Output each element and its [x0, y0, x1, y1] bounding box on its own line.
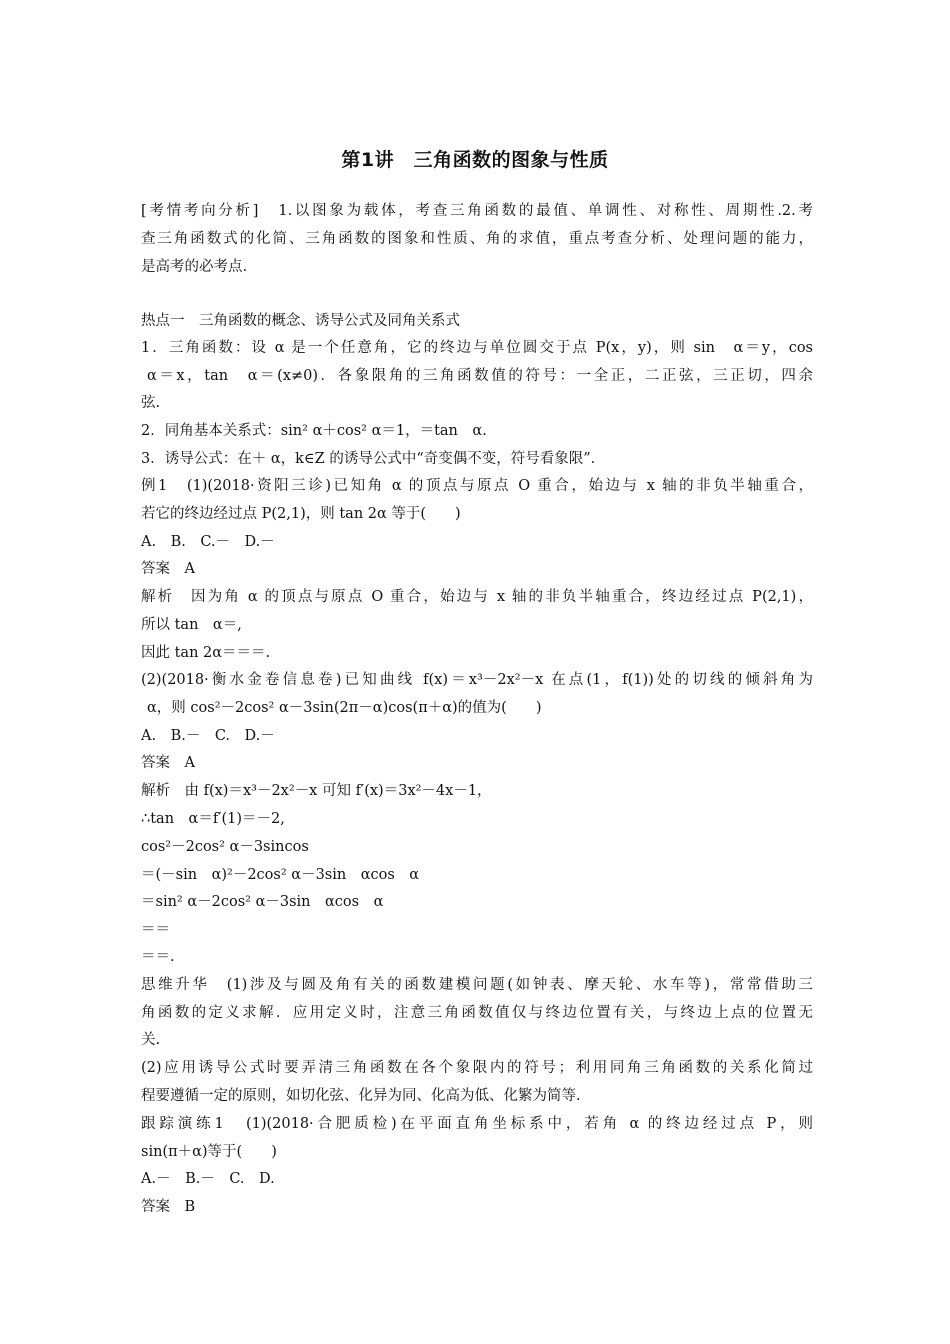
example-2-choices: A. B.－ C. D.－ [141, 728, 275, 744]
example-1-line-1: 例1 (1)(2018·资阳三诊)已知角 α 的顶点与原点 O 重合，始边与 x 轴的非负半轴重合， [141, 478, 813, 494]
example-2-line-1: (2)(2018·衡水金卷信息卷)已知曲线 f(x)＝x³－2x²－x 在点(1，f(1))处的切线的倾斜角为 [141, 672, 813, 688]
intro-line-3: 是高考的必考点. [141, 259, 248, 275]
concept-line-1: 1．三角函数：设 α 是一个任意角，它的终边与单位圆交于点 P(x，y)，则 sin α＝y，cos [141, 340, 813, 356]
example-1-analysis-1: 解析 因为角 α 的顶点与原点 O 重合，始边与 x 轴的非负半轴重合，终边经过点 P(2,1)， [141, 589, 813, 605]
section-heading: 热点一 三角函数的概念、诱导公式及同角关系式 [141, 313, 460, 329]
example-2-analysis-6: ＝＝ [141, 922, 170, 938]
practice-1-answer: 答案 B [141, 1199, 196, 1215]
example-2-analysis-2: ∴tan α＝f′(1)＝－2, [141, 811, 285, 827]
identity-line: 2．同角基本关系式：sin² α＋cos² α＝1，＝tan α. [141, 423, 487, 439]
summary-line-5: 程要遵循一定的原则，如切化弦、化异为同、化高为低、化繁为简等. [141, 1088, 581, 1104]
concept-line-3: 弦. [141, 395, 161, 411]
example-2-analysis-4: ＝(－sin α)²－2cos² α－3sin αcos α [141, 867, 420, 883]
example-1-line-2: 若它的终边经过点 P(2,1)，则 tan 2α 等于( ) [141, 506, 461, 522]
example-2-analysis-5: ＝sin² α－2cos² α－3sin αcos α [141, 894, 384, 910]
example-1-answer: 答案 A [141, 561, 195, 577]
summary-line-2: 角函数的定义求解．应用定义时，注意三角函数值仅与终边位置有关，与终边上点的位置无 [141, 1005, 813, 1021]
summary-line-1: 思维升华 (1)涉及与圆及角有关的函数建模问题(如钟表、摩天轮、水车等)，常常借助三 [141, 977, 813, 993]
intro-line-1: [考情考向分析] 1.以图象为载体，考查三角函数的最值、单调性、对称性、周期性.2.考 [141, 203, 813, 219]
example-2-answer: 答案 A [141, 755, 195, 771]
example-2-analysis-3: cos²－2cos² α－3sincos [141, 839, 309, 855]
intro-line-2: 查三角函数式的化简、三角函数的图象和性质、角的求值，重点考查分析、处理问题的能力， [141, 231, 813, 247]
example-2-analysis-1: 解析 由 f(x)＝x³－2x²－x 可知 f′(x)＝3x²－4x－1， [141, 783, 492, 799]
example-1-choices: A. B. C.－ D.－ [141, 534, 275, 550]
practice-1-choices: A.－ B.－ C. D. [141, 1171, 275, 1187]
example-2-line-2: α，则 cos²－2cos² α－3sin(2π－α)cos(π＋α)的值为( ) [147, 700, 542, 716]
example-1-analysis-2: 所以 tan α＝, [141, 617, 242, 633]
practice-1-line-1: 跟踪演练1 (1)(2018·合肥质检)在平面直角坐标系中，若角 α 的终边经过点 P，则 [141, 1116, 813, 1132]
summary-line-3: 关. [141, 1032, 161, 1048]
summary-line-4: (2)应用诱导公式时要弄清三角函数在各个象限内的符号；利用同角三角函数的关系化简过 [141, 1060, 813, 1076]
concept-line-2: α＝x，tan α＝(x≠0)．各象限角的三角函数值的符号：一全正，二正弦，三正切，四余 [147, 368, 813, 384]
example-2-analysis-7: ＝＝. [141, 949, 175, 965]
example-1-analysis-3: 因此 tan 2α＝＝＝. [141, 645, 271, 661]
induction-line: 3．诱导公式：在＋ α，k∈Z 的诱导公式中“奇变偶不变，符号看象限”． [141, 451, 606, 467]
practice-1-line-2: sin(π＋α)等于( ) [141, 1144, 277, 1160]
page-title: 第1讲 三角函数的图象与性质 [341, 149, 609, 171]
